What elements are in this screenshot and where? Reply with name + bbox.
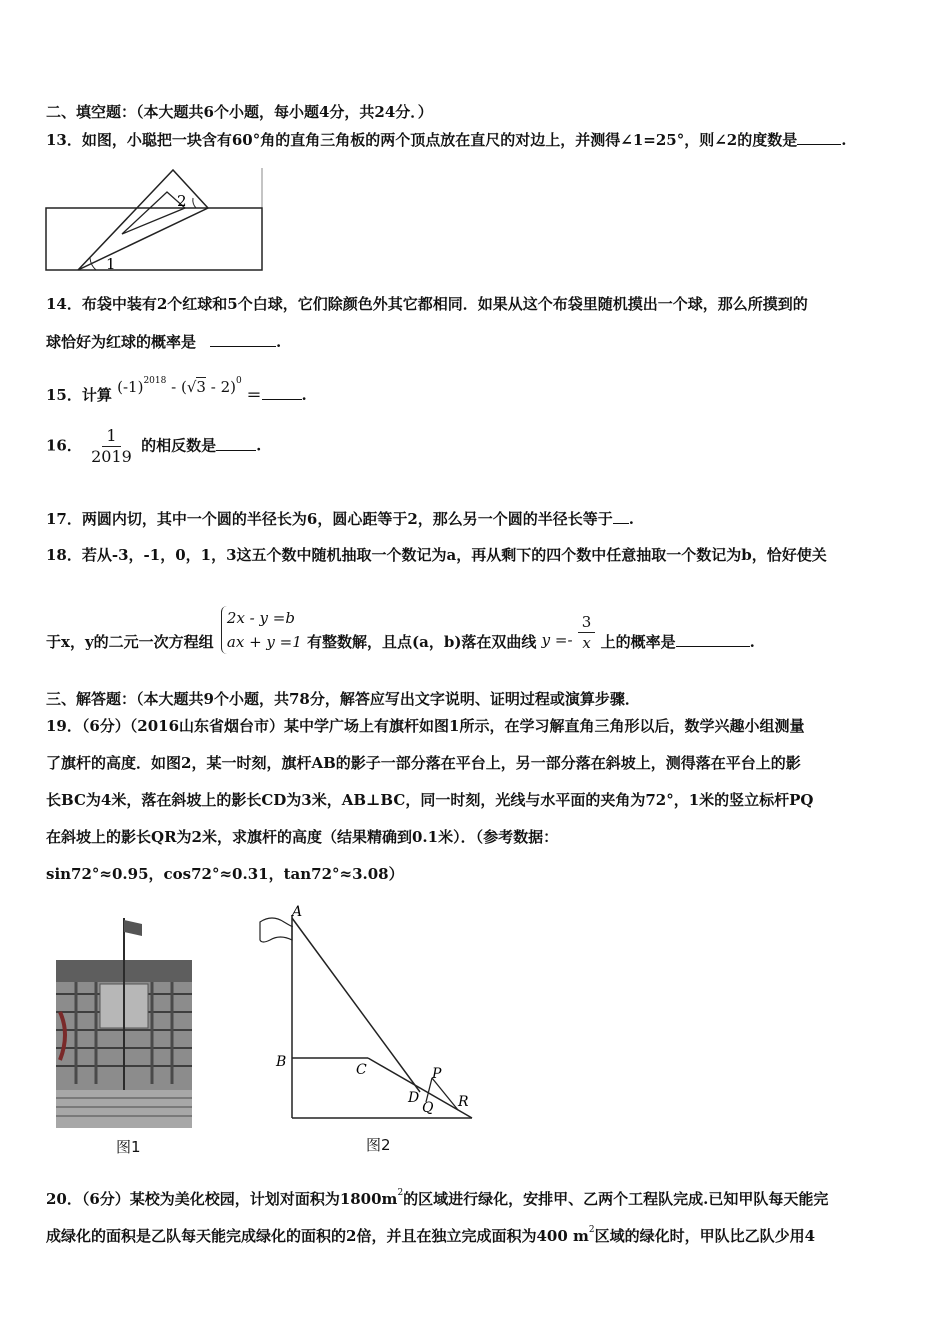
- photo-steps: [56, 1090, 192, 1128]
- angle-1-label: 1: [106, 255, 116, 273]
- question-19-line-4: 在斜坡上的影长QR为2米，求旗杆的高度（结果精确到0.1米）．（参考数据：: [46, 828, 559, 846]
- point-Q-label: Q: [422, 1100, 434, 1116]
- question-19-line-1: 19．（6分）（2016山东省烟台市）某中学广场上有旗杆如图1所示，在学习解直角三角形以后，数学兴趣小组测量: [46, 717, 805, 735]
- question-15-prefix: 15．计算: [46, 386, 112, 404]
- question-13-text: 13．如图，小聪把一块含有60°角的直角三角板的两个顶点放在直尺的对边上，并测得∠1=25°，则∠2的度数是: [46, 131, 798, 149]
- sqrt-sign: √: [186, 378, 197, 396]
- expr-exponent: 2018: [143, 376, 167, 386]
- point-D-label: D: [408, 1090, 420, 1106]
- question-20-line-2: [46, 1220, 815, 1246]
- ruler-rect: [46, 208, 262, 270]
- question-16-text: 的相反数是: [141, 436, 217, 455]
- answer-blank: [216, 436, 256, 451]
- fraction-denominator: x: [582, 634, 591, 652]
- question-14-line-1: 14．布袋中装有2个红球和5个白球，它们除颜色外其它都相同．如果从这个布袋里随机摸出一个球，那么所摸到的: [46, 295, 808, 313]
- question-20-text-d: 区域的绿化时，甲队比乙队少用4: [594, 1227, 816, 1245]
- point-C-label: C: [356, 1062, 367, 1078]
- question-14-line-2: [46, 332, 281, 352]
- question-18-line-1: 18．若从-3，-1，0，1，3这五个数中随机抽取一个数记为a，再从剩下的四个数中任意抽取一个数记为b，恰好使关: [46, 546, 827, 564]
- angle-2-arc: [193, 198, 196, 208]
- flagpole-geometry-figure: [250, 900, 490, 1130]
- question-13-end: .: [841, 131, 847, 149]
- question-14-end: .: [276, 333, 282, 351]
- question-17: [46, 509, 634, 529]
- question-18-suffix: 上的概率是: [600, 632, 676, 651]
- question-18-line-2: [46, 606, 755, 658]
- expr-exponent-0: 0: [235, 376, 242, 386]
- superscript-2: 2: [397, 1188, 404, 1198]
- flag-shape: [260, 918, 292, 942]
- question-16-prefix: 16．: [46, 436, 82, 455]
- answer-blank: [210, 332, 276, 347]
- flag: [124, 920, 142, 936]
- equation-2: ax + y =1: [226, 633, 302, 651]
- fraction-numerator: 3: [578, 612, 596, 633]
- hyperbola-lhs: y =-: [541, 630, 573, 649]
- expression-15: [117, 378, 246, 396]
- radicand: 3: [196, 378, 206, 396]
- question-15: [46, 376, 307, 405]
- answer-blank: [797, 130, 841, 145]
- superscript-2: 2: [588, 1225, 595, 1235]
- question-20-text-a: 20．（6分）某校为美化校园，计划对面积为1800m: [46, 1190, 398, 1208]
- equation-1: 2x - y =b: [226, 609, 295, 627]
- equation-system: [221, 606, 302, 654]
- q13-ruler-triangle-figure: [40, 164, 270, 276]
- triangle-outer: [78, 170, 208, 270]
- flagpole-photo: [56, 914, 196, 1130]
- answer-blank: [262, 385, 302, 400]
- expr-paren: (: [180, 378, 187, 396]
- section-3-heading: 三、解答题：（本大题共9个小题，共78分，解答应写出文字说明、证明过程或演算步骤．: [46, 690, 640, 708]
- question-17-text: 17．两圆内切，其中一个圆的半径长为6，圆心距等于2，那么另一个圆的半径长等于: [46, 510, 613, 528]
- question-16: [46, 426, 261, 467]
- fraction-1-2019: [87, 426, 136, 467]
- angle-2-label: 2: [177, 192, 187, 210]
- fraction-numerator: 1: [102, 426, 120, 447]
- answer-blank: [676, 632, 750, 647]
- question-19-line-2: 了旗杆的高度．如图2，某一时刻，旗杆AB的影子一部分落在平台上，另一部分落在斜坡上，测得落在平台上的影: [46, 754, 801, 772]
- point-B-label: B: [276, 1054, 287, 1070]
- fraction-denominator: 2019: [91, 447, 132, 466]
- question-17-end: .: [628, 510, 634, 528]
- ray-PR: [432, 1078, 458, 1110]
- question-15-end: .: [301, 386, 307, 404]
- question-19-line-5: sin72°≈0.95，cos72°≈0.31，tan72°≈3.08）: [46, 865, 404, 883]
- question-18-prefix: 于x，y的二元一次方程组: [46, 632, 214, 651]
- section-2-heading: 二、填空题：（本大题共6个小题，每小题4分，共24分．）: [46, 103, 433, 121]
- question-16-end: .: [256, 436, 262, 455]
- question-20-text-c: 成绿化的面积是乙队每天能完成绿化的面积的2倍，并且在独立完成面积为400 m: [46, 1227, 589, 1245]
- hyperbola-fraction: [578, 612, 596, 653]
- point-R-label: R: [458, 1094, 469, 1110]
- question-20-text-b: 的区域进行绿化，安排甲、乙两个工程队完成.已知甲队每天能完: [403, 1190, 829, 1208]
- question-13: [46, 130, 846, 150]
- expr-minus: -: [171, 378, 177, 396]
- expr-base: (-1): [117, 378, 144, 396]
- figure-1-caption: 图1: [116, 1138, 141, 1156]
- question-20-line-1: [46, 1183, 828, 1209]
- point-A-label: A: [292, 904, 303, 920]
- question-18-end: .: [749, 632, 755, 651]
- question-14-text: 球恰好为红球的概率是: [46, 333, 197, 351]
- question-18-mid: 有整数解，且点(a，b)落在双曲线: [307, 632, 537, 651]
- point-P-label: P: [432, 1066, 442, 1082]
- answer-blank: [613, 509, 629, 524]
- figure-2-caption: 图2: [366, 1136, 391, 1154]
- expr-rest: - 2): [210, 378, 236, 396]
- equals-sign: ＝: [246, 386, 262, 404]
- question-19-line-3: 长BC为4米，落在斜坡上的影长CD为3米，AB⊥BC，同一时刻，光线与水平面的夹角为72°，1米的竖立标杆PQ: [46, 791, 814, 809]
